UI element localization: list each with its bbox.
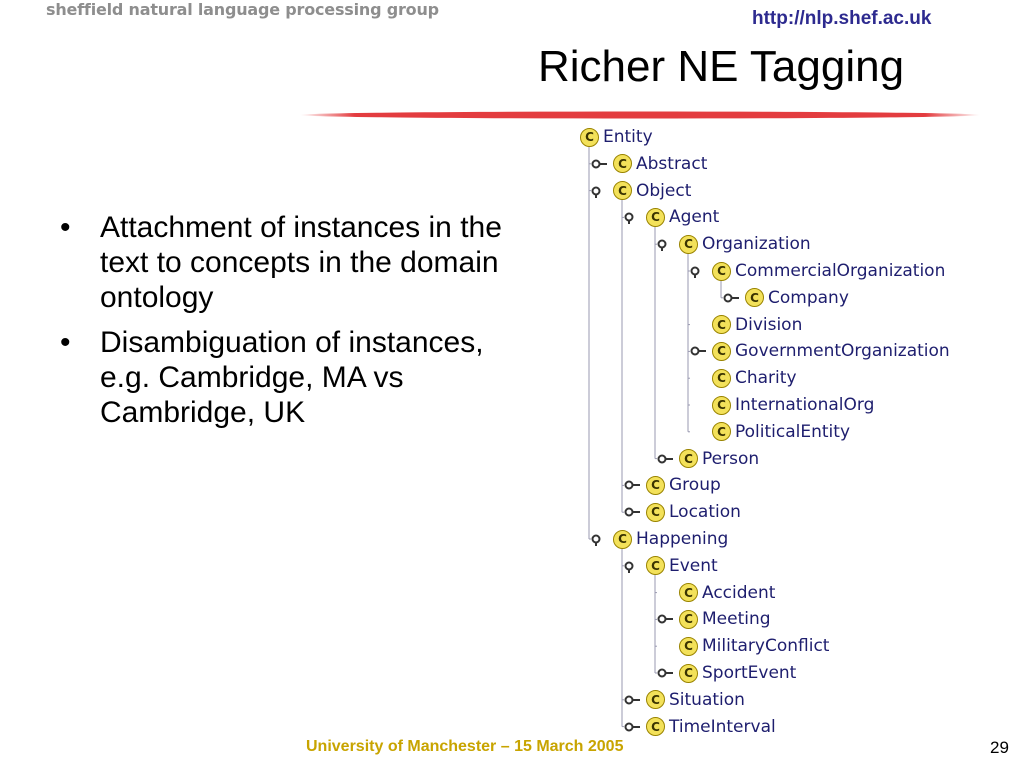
class-icon: C: [679, 664, 698, 683]
class-icon: C: [646, 717, 665, 736]
bullet-item: • Attachment of instances in the text to concepts in the domain ontology: [60, 211, 502, 314]
expand-handle-icon[interactable]: [657, 237, 675, 251]
class-icon: C: [646, 476, 665, 495]
bullet-text: Disambiguation of instances, e.g. Cambridge, MA vs Cambridge, UK: [100, 326, 484, 429]
leaf-connector-icon: [690, 425, 708, 439]
class-icon: C: [712, 396, 731, 415]
class-icon: C: [745, 288, 764, 307]
collapse-handle-icon[interactable]: [657, 666, 675, 680]
class-icon: C: [712, 262, 731, 281]
tree-node-object[interactable]: [591, 178, 691, 204]
tree-node-division[interactable]: [690, 312, 802, 338]
tree-node-label: InternationalOrg: [735, 395, 875, 415]
collapse-handle-icon[interactable]: [624, 505, 642, 519]
tree-node-label: Organization: [702, 234, 811, 255]
class-icon: C: [679, 637, 698, 656]
tree-node-label: MilitaryConflict: [702, 636, 830, 657]
page-number: 29: [990, 738, 1009, 757]
leaf-connector-icon: [690, 371, 708, 385]
tree-node-label: TimeInterval: [669, 716, 776, 737]
tree-node-timeinterval[interactable]: [624, 714, 776, 740]
tree-node-charity[interactable]: [690, 365, 797, 391]
tree-node-label: Person: [702, 448, 760, 469]
bullet-item: • Disambiguation of instances, e.g. Cambridge, MA vs Cambridge, UK: [60, 326, 484, 429]
slide-title: Richer NE Tagging: [538, 42, 905, 91]
collapse-handle-icon[interactable]: [657, 612, 675, 626]
tree-node-situation[interactable]: [624, 687, 745, 713]
tree-node-label: CommercialOrganization: [735, 261, 946, 281]
collapse-handle-icon[interactable]: [591, 157, 609, 171]
tree-node-militaryconflict[interactable]: [657, 633, 829, 659]
class-icon: C: [679, 449, 698, 468]
tree-node-label: Charity: [735, 368, 797, 389]
leaf-connector-icon: [690, 318, 708, 332]
expand-handle-icon[interactable]: [591, 532, 609, 546]
bullet-text: Attachment of instances in the text to concepts in the domain ontology: [100, 211, 502, 314]
tree-node-accident[interactable]: [657, 580, 775, 606]
tree-node-label: Division: [735, 314, 803, 335]
class-icon: C: [679, 235, 698, 254]
class-icon: C: [712, 342, 731, 361]
expand-handle-icon[interactable]: [624, 210, 642, 224]
collapse-handle-icon[interactable]: [624, 478, 642, 492]
tree-node-company[interactable]: [723, 285, 849, 311]
collapse-handle-icon[interactable]: [624, 720, 642, 734]
class-icon: C: [613, 154, 632, 173]
tree-node-label: Location: [669, 502, 741, 523]
tree-node-label: Abstract: [636, 153, 708, 174]
class-icon: C: [712, 369, 731, 388]
tree-node-label: Company: [768, 287, 849, 308]
tree-node-label: Accident: [702, 582, 776, 603]
class-icon: C: [646, 556, 665, 575]
tree-node-sportevent[interactable]: [657, 660, 796, 686]
class-icon: C: [712, 315, 731, 334]
leaf-connector-icon: [657, 639, 675, 653]
expand-handle-icon[interactable]: [624, 559, 642, 573]
brand-logo-text: sheffield natural language processing group: [46, 0, 439, 19]
class-icon: C: [613, 181, 632, 200]
tree-node-label: Object: [636, 180, 692, 201]
leaf-connector-icon: [690, 398, 708, 412]
expand-handle-icon[interactable]: [690, 264, 708, 278]
tree-node-label: Agent: [669, 207, 720, 228]
tree-node-commercialorganization[interactable]: [690, 258, 945, 284]
tree-node-label: Group: [669, 475, 721, 496]
ontology-tree: [570, 120, 990, 744]
tree-node-meeting[interactable]: [657, 606, 771, 632]
collapse-handle-icon[interactable]: [624, 693, 642, 707]
tree-node-label: GovernmentOrganization: [735, 341, 950, 362]
collapse-handle-icon[interactable]: [657, 452, 675, 466]
tree-node-internationalorg[interactable]: [690, 392, 874, 418]
footer-text: University of Manchester – 15 March 2005: [306, 738, 624, 755]
tree-node-label: Situation: [669, 689, 745, 710]
class-icon: C: [679, 610, 698, 629]
tree-node-abstract[interactable]: [591, 151, 707, 177]
leaf-connector-icon: [657, 586, 675, 600]
tree-node-label: Happening: [636, 529, 729, 549]
class-icon: C: [646, 690, 665, 709]
tree-node-location[interactable]: [624, 499, 741, 525]
tree-node-organization[interactable]: [657, 231, 811, 257]
class-icon: C: [646, 208, 665, 227]
class-icon: C: [646, 503, 665, 522]
class-icon: C: [580, 128, 599, 147]
tree-node-politicalentity[interactable]: [690, 419, 850, 445]
tree-node-event[interactable]: [624, 553, 718, 579]
tree-node-label: Meeting: [702, 609, 771, 630]
tree-node-agent[interactable]: [624, 204, 719, 230]
tree-node-happening[interactable]: [591, 526, 728, 552]
tree-node-label: SportEvent: [702, 663, 797, 683]
collapse-handle-icon[interactable]: [723, 291, 741, 305]
tree-node-label: PoliticalEntity: [735, 421, 850, 442]
collapse-handle-icon[interactable]: [690, 344, 708, 358]
class-icon: C: [712, 422, 731, 441]
tree-node-person[interactable]: [657, 446, 759, 472]
tree-node-label: Entity: [603, 127, 653, 147]
tree-node-governmentorganization[interactable]: [690, 338, 950, 364]
expand-handle-icon[interactable]: [591, 184, 609, 198]
tree-node-entity[interactable]: [580, 124, 653, 150]
class-icon: C: [679, 583, 698, 602]
class-icon: C: [613, 530, 632, 549]
tree-node-label: Event: [669, 555, 718, 576]
tree-node-group[interactable]: [624, 472, 721, 498]
header-url-link[interactable]: http://nlp.shef.ac.uk: [752, 8, 932, 29]
bullet-list: [58, 210, 528, 440]
